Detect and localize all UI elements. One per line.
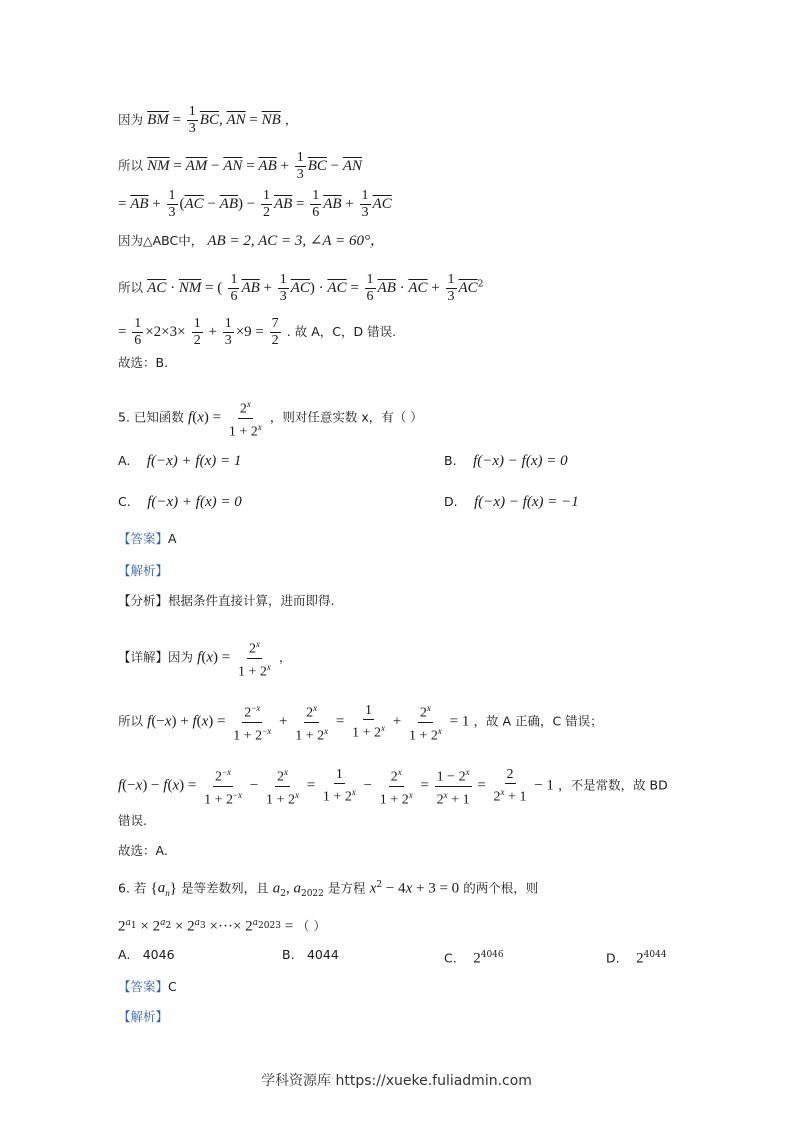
q5-choose: 故选：A. — [118, 843, 168, 858]
q5-diff-line: f(−x) − f(x) = $\frac{2^{-x}}{1 + 2^{-x}}$ − $\frac{2^x}{1 + 2^x}$ = $\frac{1}{1 + 2^x}$ − $\frac{2^x}{1 + 2^x}$ = $\frac{1 - 2^x}{2^x + 1}$ = $\frac{2}{2^x + 1}$ − 1 ，不是常数，故 BD — [118, 764, 668, 808]
line-2: 所以 $\overline{NM} = \overline{AM} - \overline{AN} = \overline{AB}$ + $\frac{1}{3}$ $\overline{BC} - \overline{AN}$ — [118, 150, 363, 182]
line-6: = $\frac{1}{6}$ ×2×3× $\frac{1}{2}$ + $\frac{1}{3}$ ×9 = $\frac{7}{2}$ . 故 A，C，D 错误. — [118, 316, 397, 348]
q5-sum-line: 所以 f(−x) + f(x) = $\frac{2^{-x}}{1 + 2^{-x}}$ + $\frac{2^x}{1 + 2^x}$ = $\frac{1}{1 + 2^x}$ + $\frac{2^x}{1 + 2^x}$ = 1 ，故 A 正确，C 错误； — [118, 700, 603, 744]
q5-option-d[interactable]: D. f(−x) − f(x) = −1 — [444, 494, 579, 510]
q6-option-d[interactable]: D. $2^{4044}$ — [606, 950, 667, 967]
q6-analysis-header: 【解析】 — [118, 1009, 169, 1024]
q6-option-c[interactable]: C. $2^{4046}$ — [444, 950, 504, 967]
text: 因为 — [118, 112, 144, 127]
q6-stem: 6. 若 $\{a_n\}$ 是等差数列，且 $a_2$, $a_{2022}$ 是方程 $x^2 - 4x + 3 = 0$ 的两个根，则 — [118, 880, 539, 899]
page-footer: 学科资源库 https://xueke.fuliadmin.com — [261, 1073, 532, 1089]
q6-option-a[interactable]: A. 4046 — [118, 947, 175, 962]
q6-expression: $2^{a_1} \times 2^{a_2} \times 2^{a_3}$ ×···× $2^{a_{2023}}$ = （ ） — [118, 918, 326, 935]
line-7: 故选：B. — [118, 355, 169, 370]
q5-option-c[interactable]: C. f(−x) + f(x) = 0 — [118, 494, 242, 510]
q5-option-a[interactable]: A. f(−x) + f(x) = 1 — [118, 453, 242, 469]
q6-option-b[interactable]: B. 4044 — [282, 947, 339, 962]
q5-stem: 5. 已知函数 f(x) = $\frac{2^x}{1 + 2^x}$ ，则对任意实数 x，有（ ） — [118, 396, 423, 440]
q5-analysis-header: 【解析】 — [118, 563, 169, 578]
q5-fenxi: 【分析】根据条件直接计算，进而即得. — [118, 593, 335, 608]
line-5: 所以 $\overline{AC} \cdot \overline{NM}$ = ( $\frac{1}{6}$ $\overline{AB}$ + $\frac{1}{3}$ $\overline{AC}) \cdot \overline{AC}$ = $\frac{1}{6}$ $\overline{AB} \cdot \overline{AC}$ + $\frac{1}{3}$ $\overline{AC}^2$ — [118, 272, 484, 304]
q5-xiangjie: 【详解】因为 f(x) = $\frac{2^x}{1 + 2^x}$ ， — [118, 636, 292, 680]
line-4: 因为△ABC中， AB = 2, AC = 3, ∠A = 60°， — [118, 233, 385, 249]
q5-option-b[interactable]: B. f(−x) − f(x) = 0 — [444, 453, 568, 469]
q5-answer: 【答案】A — [118, 531, 177, 546]
q6-answer: 【答案】C — [118, 979, 177, 994]
line-1: 因为 $\overline{BM}$ = $\frac{1}{3}$ $\overline{BC}$, $\overline{AN} = \overline{NB}$ ， — [118, 104, 298, 136]
q5-wrong: 错误. — [118, 813, 147, 828]
line-3: = $\overline{AB}$ + $\frac{1}{3}$ $(\overline{AC} - \overline{AB})$ − $\frac{1}{2}$ $\overline{AB}$ = $\frac{1}{6}$ $\overline{AB}$ + $\frac{1}{3}$ $\overline{AC}$ — [118, 188, 392, 220]
